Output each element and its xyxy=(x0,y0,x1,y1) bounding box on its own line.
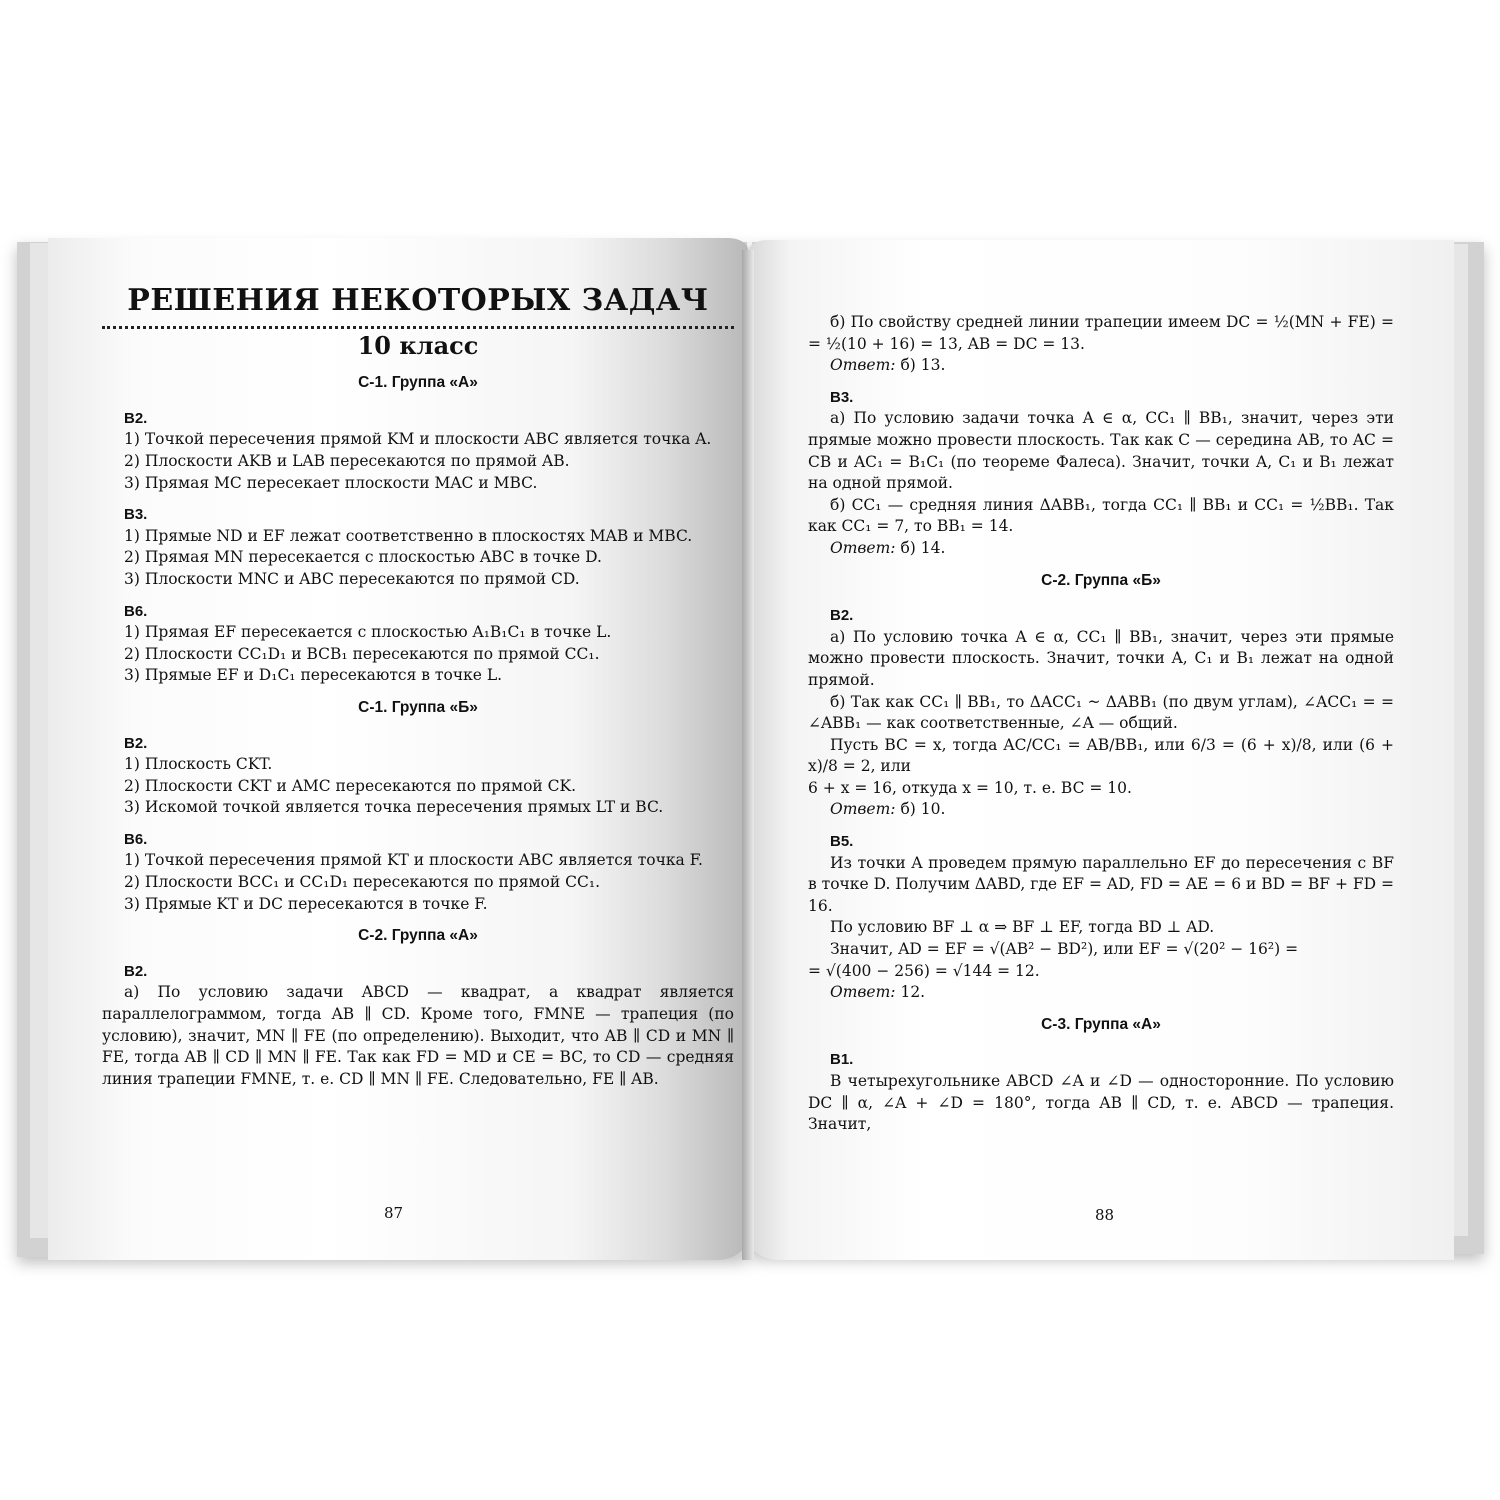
answer-line: 1) Точкой пересечения прямой KM и плоскости ABC является точка A. xyxy=(124,430,712,449)
answer-value: 12. xyxy=(895,983,926,1002)
page-number: 88 xyxy=(1095,1206,1115,1224)
answer-paragraph: По условию BF ⊥ α ⇒ BF ⊥ EF, тогда BD ⊥ AD. xyxy=(830,918,1215,937)
grade-heading: 10 класс xyxy=(357,330,479,360)
answer-line: 1) Прямые ND и EF лежат соответственно в плоскостях MAB и MBC. xyxy=(124,526,693,545)
question-label: В2. xyxy=(124,409,148,427)
answer-line: 3) Прямая MC пересекает плоскости MAC и MBC. xyxy=(124,473,538,492)
dotted-divider xyxy=(102,326,734,329)
answer-label: Ответ: xyxy=(830,538,896,557)
answer-value: б) 13. xyxy=(895,356,946,375)
section-heading: С-1. Группа «А» xyxy=(358,374,478,392)
answer-line: 2) Плоскости CC₁D₁ и BCB₁ пересекаются по прямой CC₁. xyxy=(124,644,600,663)
question-label: В2. xyxy=(124,962,148,980)
question-label: В6. xyxy=(124,602,148,620)
right-page xyxy=(748,240,1454,1260)
question-label: В3. xyxy=(124,506,148,524)
question-label: В5. xyxy=(830,833,854,851)
answer-paragraph: В четырехугольнике ABCD ∠A и ∠D — односторонние. По условию DC ∥ α, ∠A + ∠D = 180°, тогда AB ∥ CD, т. е. ABCD — трапеция. Значит, xyxy=(808,1072,1394,1134)
answer-paragraph: б) По свойству средней линии трапеции имеем DC = ½(MN + FE) = = ½(10 + 16) = 13, AB = DC = 13. xyxy=(808,313,1394,353)
answer-paragraph: Значит, AD = EF = √(AB² − BD²), или EF = √(20² − 16²) = xyxy=(830,940,1299,959)
answer-label: Ответ: xyxy=(830,800,896,819)
answer-label: Ответ: xyxy=(830,983,896,1002)
section-heading: С-2. Группа «А» xyxy=(358,927,478,945)
question-label: В1. xyxy=(830,1051,854,1069)
answer-result xyxy=(808,982,1394,1004)
page-stack-left xyxy=(30,243,50,1238)
answer-paragraph: б) Так как CC₁ ∥ BB₁, то ΔACC₁ ~ ΔABB₁ (по двум углам), ∠ACC₁ = = ∠ABB₁ — как соответственные, ∠A — общий. xyxy=(808,692,1394,733)
book-spine xyxy=(742,250,754,1260)
answer-paragraph: 6 + x = 16, откуда x = 10, т. е. BC = 10. xyxy=(808,778,1132,797)
answer-paragraph: а) По условию задачи точка A ∈ α, CC₁ ∥ BB₁, значит, через эти прямые можно провести плоскость. Так как C — середина AB, то AC = CB и AC₁ = B₁C₁ (по теореме Фалеса). Значит, точки A, C₁ и B₁ лежат на одной прямой. xyxy=(808,409,1394,493)
answer-line: 1) Плоскость CKT. xyxy=(124,755,273,774)
answer-line: 3) Прямые EF и D₁C₁ пересекаются в точке L. xyxy=(124,666,503,685)
question-label: В3. xyxy=(830,388,854,406)
question-label: В6. xyxy=(124,830,148,848)
page-number: 87 xyxy=(384,1204,404,1222)
answer-line: 3) Прямые KT и DC пересекаются в точке F. xyxy=(124,894,488,913)
answer-result xyxy=(808,355,1394,377)
question-label: В2. xyxy=(830,607,854,625)
answer-paragraph: = √(400 − 256) = √144 = 12. xyxy=(808,961,1040,980)
section-heading: С-1. Группа «Б» xyxy=(358,698,478,716)
answer-paragraph: б) CC₁ — средняя линия ΔABB₁, тогда CC₁ ∥ BB₁ и CC₁ = ½BB₁. Так как CC₁ = 7, то BB₁ = 14. xyxy=(808,495,1394,536)
section-heading: С-2. Группа «Б» xyxy=(1041,571,1161,589)
left-page xyxy=(48,238,748,1260)
answer-paragraph: Пусть BC = x, тогда AC/CC₁ = AB/BB₁, или 6/3 = (6 + x)/8, или (6 + x)/8 = 2, или xyxy=(808,735,1394,776)
answer-line: 3) Искомой точкой является точка пересечения прямых LT и BC. xyxy=(124,798,664,817)
answer-paragraph: а) По условию точка A ∈ α, CC₁ ∥ BB₁, значит, через эти прямые можно провести плоскость. Значит, точки A, C₁ и B₁ лежат на одной прямой. xyxy=(808,627,1394,689)
answer-line: 3) Плоскости MNC и ABC пересекаются по прямой CD. xyxy=(124,569,580,588)
section-heading: С-3. Группа «А» xyxy=(1041,1015,1161,1033)
answer-line: 2) Плоскости AKB и LAB пересекаются по прямой AB. xyxy=(124,451,570,470)
question-label: В2. xyxy=(124,734,148,752)
answer-value: б) 10. xyxy=(895,800,946,819)
answer-paragraph: а) По условию задачи ABCD — квадрат, а квадрат является параллелограммом, тогда AB ∥ CD. Кроме того, FMNE — трапеция (по условию), значит, MN ∥ FE (по определению). Выходит, что AB ∥ CD и MN ∥ FE, тогда AB ∥ CD ∥ MN ∥ FE. Так как FD = MD и CE = BC, то CD — средняя линия трапеции FMNE, т. е. CD ∥ MN ∥ FE. Следовательно, FE ∥ AB. xyxy=(102,983,734,1088)
answer-paragraph: Из точки A проведем прямую параллельно EF до пересечения с BF в точке D. Получим ΔABD, где EF = AD, FD = AE = 6 и BD = BF + FD = 16. xyxy=(808,853,1394,915)
answer-line: 1) Прямая EF пересекается с плоскостью A₁B₁C₁ в точке L. xyxy=(124,623,612,642)
answer-result xyxy=(808,799,1394,821)
answer-result xyxy=(808,538,1394,560)
answer-line: 2) Прямая MN пересекается с плоскостью ABC в точке D. xyxy=(124,548,602,567)
chapter-title: РЕШЕНИЯ НЕКОТОРЫХ ЗАДАЧ xyxy=(127,283,709,318)
right-page-content xyxy=(808,312,1394,1136)
answer-label: Ответ: xyxy=(830,356,896,375)
answer-line: 2) Плоскости BCC₁ и CC₁D₁ пересекаются по прямой CC₁. xyxy=(124,873,601,892)
answer-value: б) 14. xyxy=(895,538,946,557)
left-page-content xyxy=(102,283,734,1090)
answer-line: 2) Плоскости CKT и AMC пересекаются по прямой CK. xyxy=(124,776,577,795)
answer-line: 1) Точкой пересечения прямой KT и плоскости ABC является точка F. xyxy=(124,851,703,870)
